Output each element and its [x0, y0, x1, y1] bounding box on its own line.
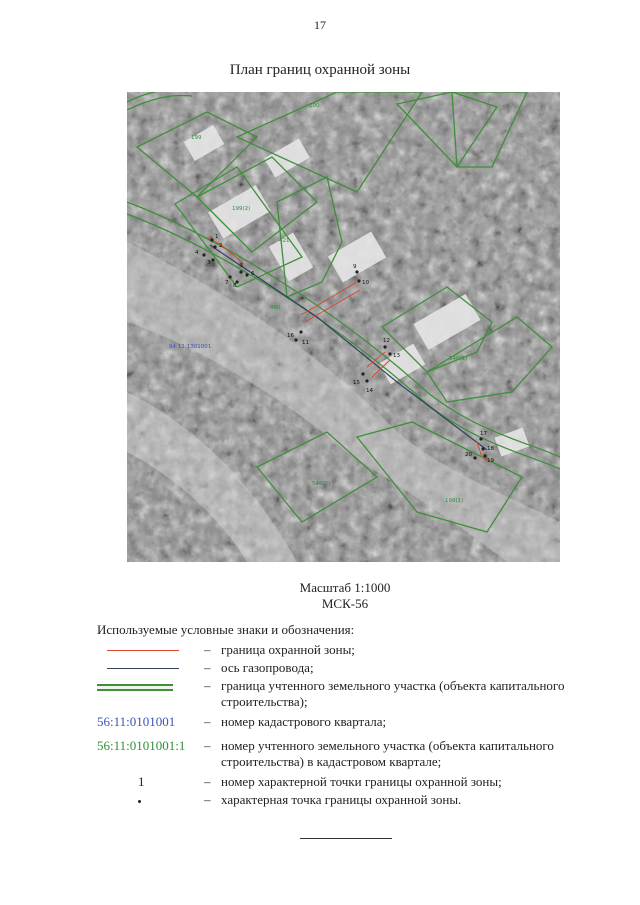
point-dot-icon: [138, 800, 141, 803]
coordinate-system: МСК-56: [321, 596, 369, 611]
legend-dash: –: [204, 792, 211, 807]
point-label: 6: [251, 271, 255, 277]
legend-dash: –: [204, 660, 211, 675]
point-label: 7: [225, 280, 229, 286]
legend-text: граница учтенного земельного участка (объекта капитального строительства);: [221, 678, 565, 709]
legend-symbol: [97, 714, 187, 732]
legend-symbol: [97, 774, 187, 792]
quarter-label: 94:11:1301001: [169, 344, 212, 350]
page-title: План границ охранной зоны: [229, 62, 411, 78]
point-label: 13: [393, 353, 400, 359]
legend-text: номер характерной точки границы охранной зоны;: [221, 774, 502, 789]
parcel-label: 199(1): [445, 498, 464, 504]
legend-item-parcel-number: [97, 738, 597, 772]
point-label: 17: [480, 431, 487, 437]
point-label: 20: [465, 452, 472, 458]
legend-symbol: [97, 792, 187, 810]
legend-title: Используемые условные знаки и обозначения:: [97, 622, 355, 637]
point-label: 5: [240, 263, 244, 269]
parcel-label: 200: [309, 103, 320, 109]
legend-dash: –: [204, 678, 211, 693]
page-number: 17: [314, 18, 326, 32]
point-label: 18: [487, 446, 494, 452]
legend-text: номер кадастрового квартала;: [221, 714, 387, 729]
map-scale: [0, 580, 640, 612]
point-label: 19: [487, 458, 494, 464]
map-canvas: [127, 92, 560, 562]
point-label: 12: [383, 338, 390, 344]
point-label: 10: [362, 280, 369, 286]
parcel-label: 199: [191, 135, 202, 141]
parcel-label: 199(2): [232, 206, 251, 212]
point-number-sample: 1: [138, 774, 145, 789]
aerial-map: [127, 92, 560, 562]
legend-dash: –: [204, 774, 211, 789]
point-label: 2: [219, 243, 223, 249]
point-label: 16: [287, 333, 294, 339]
point-label: 15: [353, 380, 360, 386]
parcel-border-line-icon: [97, 684, 173, 691]
legend-symbol: [97, 642, 187, 660]
legend-item-point: [97, 792, 597, 810]
legend-text: характерная точка границы охранной зоны.: [221, 792, 462, 807]
quarter-number-sample: 56:11:0101001: [97, 714, 176, 729]
legend-item-parcel-border: [97, 678, 597, 712]
parcel-label: 480: [270, 305, 281, 311]
legend-item-zone-border: [97, 642, 597, 660]
point-label: 3: [207, 260, 211, 266]
legend-item-gas-axis: [97, 660, 597, 678]
parcel-number-sample: 56:11:0101001:1: [97, 738, 186, 753]
point-label: 11: [302, 340, 309, 346]
point-label: 1: [215, 234, 219, 240]
point-label: 14: [366, 388, 373, 394]
legend-text: номер учтенного земельного участка (объекта капитального строительства) в кадастровом квартале;: [221, 738, 554, 769]
legend-text: ось газопровода;: [221, 660, 314, 675]
point-label: 4: [195, 250, 199, 256]
legend-dash: –: [204, 738, 211, 753]
legend-item-quarter-number: [97, 714, 597, 732]
point-label: 8: [233, 283, 237, 289]
parcel-label: 546(2): [312, 481, 331, 487]
legend-symbol: [97, 660, 187, 678]
legend-dash: –: [204, 642, 211, 657]
legend-symbol: [97, 738, 187, 756]
parcel-label: 421: [279, 238, 290, 244]
signature-line: [300, 838, 392, 839]
zone-border-line-icon: [107, 650, 179, 651]
legend-text: граница охранной зоны;: [221, 642, 355, 657]
gas-axis-line-icon: [107, 668, 179, 669]
legend-dash: –: [204, 714, 211, 729]
legend-symbol: [97, 678, 187, 696]
scale-ratio: Масштаб 1:1000: [299, 580, 391, 595]
point-label: 9: [353, 264, 357, 270]
legend-item-point-number: [97, 774, 597, 792]
parcel-label: 546(1): [449, 356, 468, 362]
